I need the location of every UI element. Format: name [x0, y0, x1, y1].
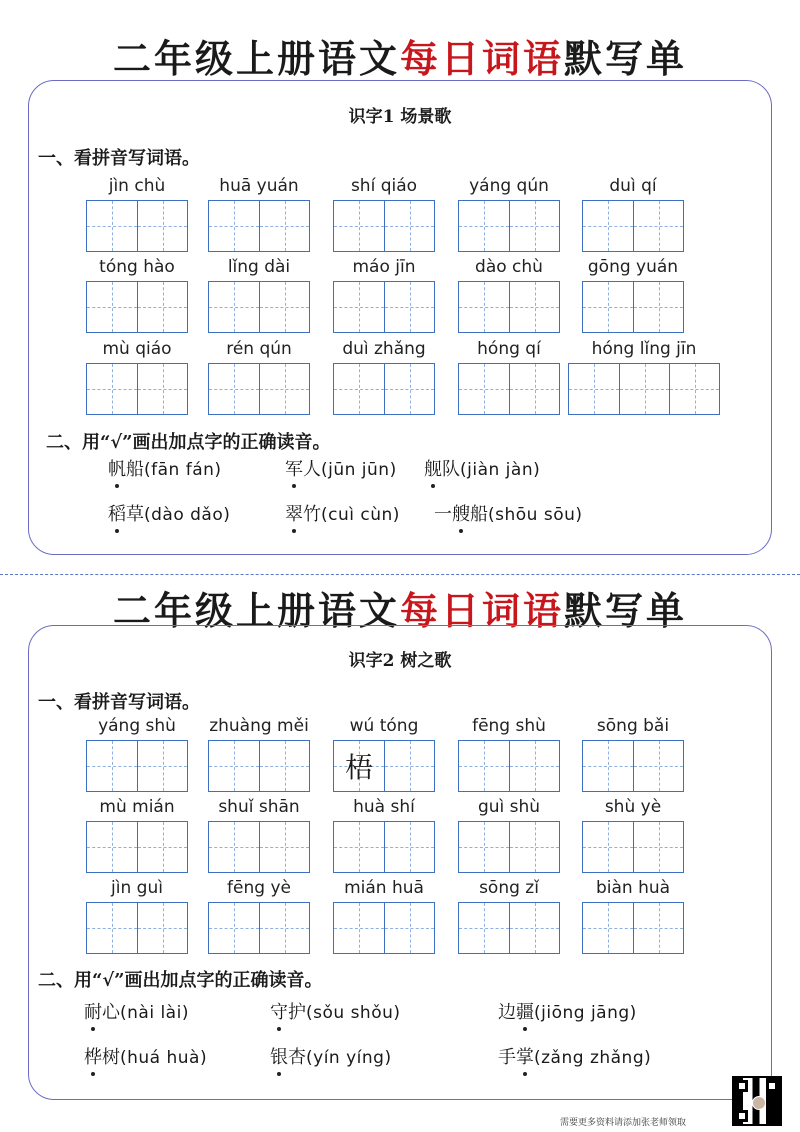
pinyin-label: biàn huà	[595, 878, 671, 898]
tianzige-grid[interactable]	[458, 902, 560, 954]
pinyin-label: yáng qún	[469, 176, 549, 196]
pinyin-options[interactable]: (cuì cùn)	[321, 505, 400, 525]
writing-cell[interactable]	[87, 903, 137, 953]
writing-cell[interactable]	[633, 903, 683, 953]
writing-cell[interactable]	[384, 364, 434, 414]
dotted-character: 舰	[424, 455, 442, 481]
writing-cell[interactable]	[209, 741, 259, 791]
writing-cell[interactable]	[334, 282, 384, 332]
tianzige-grid[interactable]	[458, 281, 560, 333]
choice-word	[498, 1002, 534, 1023]
tianzige-grid[interactable]	[208, 281, 310, 333]
writing-cell[interactable]	[259, 282, 309, 332]
tianzige-grid[interactable]	[86, 281, 188, 333]
choice-word	[84, 1047, 120, 1068]
writing-cell[interactable]	[509, 201, 559, 251]
pinyin-label: huà shí	[353, 797, 415, 817]
sample-character: 梧	[344, 751, 373, 784]
sheet1-word-item	[86, 176, 188, 254]
tianzige-grid[interactable]	[208, 200, 310, 252]
word-character: 船	[126, 459, 144, 480]
writing-cell[interactable]	[459, 741, 509, 791]
tianzige-grid[interactable]	[458, 200, 560, 252]
writing-cell[interactable]	[87, 741, 137, 791]
tianzige-grid[interactable]	[86, 363, 188, 415]
sheet2-word-item	[458, 878, 560, 956]
tianzige-grid[interactable]	[86, 902, 188, 954]
dotted-character: 帆	[108, 455, 126, 481]
sheet2-word-item	[208, 716, 310, 794]
writing-cell[interactable]	[384, 282, 434, 332]
writing-cell[interactable]	[87, 822, 137, 872]
dotted-character: 守	[270, 998, 288, 1024]
reading-choice-item[interactable]	[84, 1043, 207, 1069]
pinyin-label: tóng hào	[99, 257, 175, 277]
sheet2-section2-heading: 二、用“√”画出加点字的正确读音。	[38, 970, 323, 991]
tianzige-grid[interactable]	[458, 821, 560, 873]
writing-cell[interactable]	[459, 282, 509, 332]
sheet1-title-a: 二年级上册语文	[112, 36, 400, 81]
pinyin-options[interactable]: (dào dǎo)	[144, 505, 231, 525]
word-character: 草	[126, 504, 144, 525]
writing-cell[interactable]	[583, 903, 633, 953]
sheet2-word-item	[86, 797, 188, 875]
sheet1-section2-heading: 二、用“√”画出加点字的正确读音。	[46, 432, 331, 453]
pinyin-label: lǐng dài	[227, 257, 291, 277]
writing-cell[interactable]	[137, 741, 187, 791]
dotted-character: 桦	[84, 1043, 102, 1069]
pinyin-label: rén qún	[226, 339, 292, 359]
sheet1-word-item	[333, 339, 435, 417]
tianzige-grid[interactable]	[208, 363, 310, 415]
word-character: 船	[470, 504, 488, 525]
tianzige-grid[interactable]	[86, 740, 188, 792]
pinyin-label: huā yuán	[219, 176, 299, 196]
pinyin-options[interactable]: (fān fán)	[144, 460, 222, 480]
writing-cell[interactable]	[669, 364, 719, 414]
sheet2-word-item	[333, 716, 435, 794]
sheet1-word-item	[208, 339, 310, 417]
word-character: 竹	[303, 504, 321, 525]
reading-choice-item[interactable]	[108, 455, 222, 481]
writing-cell[interactable]	[259, 201, 309, 251]
pinyin-options[interactable]: (nài lài)	[120, 1003, 189, 1023]
tianzige-grid[interactable]	[333, 363, 435, 415]
tianzige-grid[interactable]	[458, 363, 560, 415]
writing-cell[interactable]	[509, 903, 559, 953]
writing-cell[interactable]	[334, 201, 384, 251]
writing-cell[interactable]	[209, 822, 259, 872]
tianzige-grid[interactable]	[582, 821, 684, 873]
reading-choice-item[interactable]	[108, 500, 230, 526]
tianzige-grid[interactable]	[458, 740, 560, 792]
dotted-character: 艘	[452, 500, 470, 526]
writing-cell[interactable]	[259, 741, 309, 791]
pinyin-label: zhuàng měi	[209, 716, 309, 736]
choice-word	[498, 1047, 534, 1068]
writing-cell[interactable]	[87, 364, 137, 414]
reading-choice-item[interactable]	[84, 998, 189, 1024]
pinyin-options[interactable]: (shōu sōu)	[488, 505, 583, 525]
sheet1-word-item	[208, 257, 310, 335]
dotted-character: 掌	[516, 1043, 534, 1069]
writing-cell[interactable]	[633, 741, 683, 791]
pinyin-label: wú tóng	[349, 716, 419, 736]
writing-cell[interactable]	[334, 364, 384, 414]
sheet2-lesson-title: 识字2 树之歌	[348, 651, 452, 671]
word-character: 一	[434, 504, 452, 525]
pinyin-label: sōng zǐ	[479, 878, 539, 898]
writing-cell[interactable]	[137, 364, 187, 414]
writing-cell[interactable]	[569, 364, 619, 414]
pinyin-label: guì shù	[477, 797, 541, 817]
sheet1-title	[0, 28, 800, 83]
pinyin-label: hóng lǐng jīn	[591, 339, 697, 359]
dotted-character: 稻	[108, 500, 126, 526]
tianzige-grid[interactable]	[333, 902, 435, 954]
writing-cell[interactable]	[509, 822, 559, 872]
pinyin-label: mián huā	[344, 878, 424, 898]
reading-choice-item[interactable]	[498, 998, 637, 1024]
sheet1-word-item	[86, 339, 188, 417]
pinyin-label: duì qí	[609, 176, 657, 196]
word-character: 人	[303, 459, 321, 480]
sheet2-title-a: 二年级上册语文	[112, 588, 400, 633]
writing-cell[interactable]	[459, 201, 509, 251]
pinyin-label: jìn chù	[108, 176, 166, 196]
pinyin-options[interactable]: (jiàn jàn)	[460, 460, 541, 480]
pinyin-options[interactable]: (jūn jūn)	[321, 460, 397, 480]
dotted-character: 军	[285, 455, 303, 481]
sheet2-word-item	[582, 878, 684, 956]
pinyin-label: shù yè	[604, 797, 662, 817]
writing-cell[interactable]	[583, 201, 633, 251]
writing-cell[interactable]	[633, 282, 683, 332]
choice-word	[424, 459, 460, 480]
pinyin-options[interactable]: (jiōng jāng)	[534, 1003, 637, 1023]
pinyin-label: máo jīn	[352, 257, 416, 277]
sheet2-section1-heading: 一、看拼音写词语。	[38, 692, 200, 713]
pinyin-label: shuǐ shān	[218, 797, 300, 817]
word-character: 队	[442, 459, 460, 480]
sheet2-title-b: 每日词语	[399, 588, 564, 633]
tianzige-grid[interactable]	[333, 200, 435, 252]
pinyin-options[interactable]: (huá huà)	[120, 1048, 208, 1068]
writing-cell[interactable]	[87, 201, 137, 251]
writing-cell[interactable]	[137, 822, 187, 872]
sheet1-title-c: 默写单	[564, 36, 688, 81]
pinyin-options[interactable]: (zǎng zhǎng)	[534, 1048, 652, 1068]
tianzige-grid[interactable]	[568, 363, 720, 415]
pinyin-label: yáng shù	[98, 716, 176, 736]
sheet1-word-item	[86, 257, 188, 335]
tianzige-grid[interactable]	[333, 821, 435, 873]
pinyin-options[interactable]: (sǒu shǒu)	[306, 1003, 401, 1023]
choice-word	[108, 504, 144, 525]
sheet2-word-item	[333, 878, 435, 956]
writing-cell[interactable]	[137, 201, 187, 251]
choice-word	[434, 504, 488, 525]
sheet1-word-item	[333, 176, 435, 254]
writing-cell[interactable]	[384, 822, 434, 872]
sheet1-word-item	[568, 339, 720, 417]
sheet1-word-item	[582, 176, 684, 254]
pinyin-label: fēng shù	[472, 716, 546, 736]
word-character: 杏	[288, 1047, 306, 1068]
sheet1-word-item	[582, 257, 684, 335]
tianzige-grid[interactable]	[582, 200, 684, 252]
reading-choice-item[interactable]	[434, 500, 583, 526]
choice-word	[108, 459, 144, 480]
writing-cell[interactable]	[259, 364, 309, 414]
pinyin-label: fēng yè	[227, 878, 291, 898]
sheet1-word-item	[208, 176, 310, 254]
choice-word	[270, 1002, 306, 1023]
pinyin-label: dào chù	[475, 257, 543, 277]
pinyin-label: hóng qí	[477, 339, 541, 359]
tianzige-grid[interactable]	[582, 902, 684, 954]
sheet1-word-item	[333, 257, 435, 335]
pinyin-label: sōng bǎi	[596, 716, 670, 736]
sheet2-word-item	[582, 716, 684, 794]
word-character: 边	[498, 1002, 516, 1023]
writing-cell[interactable]	[209, 201, 259, 251]
qr-code-image	[732, 1076, 782, 1126]
sheet2-word-item	[208, 797, 310, 875]
cut-line-divider	[0, 574, 800, 575]
writing-cell[interactable]	[209, 903, 259, 953]
writing-cell[interactable]	[509, 364, 559, 414]
sheet2-word-item	[582, 797, 684, 875]
tianzige-grid[interactable]	[86, 821, 188, 873]
footer-note: 需要更多资料请添加张老师领取	[560, 1118, 687, 1128]
sheet2-word-item	[86, 878, 188, 956]
pinyin-label: jìn guì	[111, 878, 163, 898]
tianzige-grid[interactable]	[333, 281, 435, 333]
tianzige-grid[interactable]	[208, 740, 310, 792]
writing-cell[interactable]	[633, 201, 683, 251]
reading-choice-item[interactable]	[285, 500, 400, 526]
writing-cell[interactable]	[619, 364, 669, 414]
choice-word	[285, 459, 321, 480]
pinyin-label: duì zhǎng	[342, 339, 426, 359]
dotted-character: 翠	[285, 500, 303, 526]
sheet2-word-item	[458, 797, 560, 875]
pinyin-label: shí qiáo	[350, 176, 418, 196]
writing-cell[interactable]	[459, 822, 509, 872]
writing-cell[interactable]	[209, 282, 259, 332]
sheet1-section1-heading: 一、看拼音写词语。	[38, 148, 200, 169]
sheet2-word-item	[208, 878, 310, 956]
writing-cell[interactable]	[334, 741, 384, 791]
word-character: 护	[288, 1002, 306, 1023]
writing-cell[interactable]	[384, 903, 434, 953]
sheet1-title-b: 每日词语	[399, 36, 564, 81]
writing-cell[interactable]	[87, 282, 137, 332]
word-character: 心	[102, 1002, 120, 1023]
reading-choice-item[interactable]	[498, 1043, 651, 1069]
sheet1-word-item	[458, 339, 560, 417]
writing-cell[interactable]	[459, 364, 509, 414]
pinyin-options[interactable]: (yín yíng)	[306, 1048, 392, 1068]
tianzige-grid[interactable]	[582, 740, 684, 792]
choice-word	[285, 504, 321, 525]
tianzige-grid[interactable]	[333, 740, 435, 792]
pinyin-label: mù mián	[99, 797, 175, 817]
writing-cell[interactable]	[384, 201, 434, 251]
writing-cell[interactable]	[259, 903, 309, 953]
choice-word	[84, 1002, 120, 1023]
writing-cell[interactable]	[137, 282, 187, 332]
sheet2-word-item	[86, 716, 188, 794]
choice-word	[270, 1047, 306, 1068]
reading-choice-item[interactable]	[285, 455, 397, 481]
sheet2-word-item	[458, 716, 560, 794]
pinyin-label: gōng yuán	[587, 257, 679, 277]
writing-cell[interactable]	[459, 903, 509, 953]
writing-cell[interactable]	[583, 822, 633, 872]
writing-cell[interactable]	[334, 903, 384, 953]
pinyin-label: mù qiáo	[102, 339, 172, 359]
sheet1-word-item	[458, 176, 560, 254]
tianzige-grid[interactable]	[208, 902, 310, 954]
reading-choice-item[interactable]	[270, 1043, 392, 1069]
sheet2-word-item	[333, 797, 435, 875]
writing-cell[interactable]	[583, 741, 633, 791]
writing-cell[interactable]	[509, 741, 559, 791]
dotted-character: 疆	[516, 998, 534, 1024]
tianzige-grid[interactable]	[582, 281, 684, 333]
sheet1-word-item	[458, 257, 560, 335]
sheet2-title-c: 默写单	[564, 588, 688, 633]
tianzige-grid[interactable]	[208, 821, 310, 873]
writing-cell[interactable]	[583, 282, 633, 332]
writing-cell[interactable]	[137, 903, 187, 953]
dotted-character: 耐	[84, 998, 102, 1024]
dotted-character: 银	[270, 1043, 288, 1069]
writing-cell[interactable]	[384, 741, 434, 791]
reading-choice-item[interactable]	[424, 455, 540, 481]
reading-choice-item[interactable]	[270, 998, 401, 1024]
writing-cell[interactable]	[633, 822, 683, 872]
writing-cell[interactable]	[509, 282, 559, 332]
word-character: 树	[102, 1047, 120, 1068]
word-character: 手	[498, 1047, 516, 1068]
writing-cell[interactable]	[334, 822, 384, 872]
writing-cell[interactable]	[209, 364, 259, 414]
tianzige-grid[interactable]	[86, 200, 188, 252]
writing-cell[interactable]	[259, 822, 309, 872]
sheet1-lesson-title: 识字1 场景歌	[348, 107, 452, 127]
